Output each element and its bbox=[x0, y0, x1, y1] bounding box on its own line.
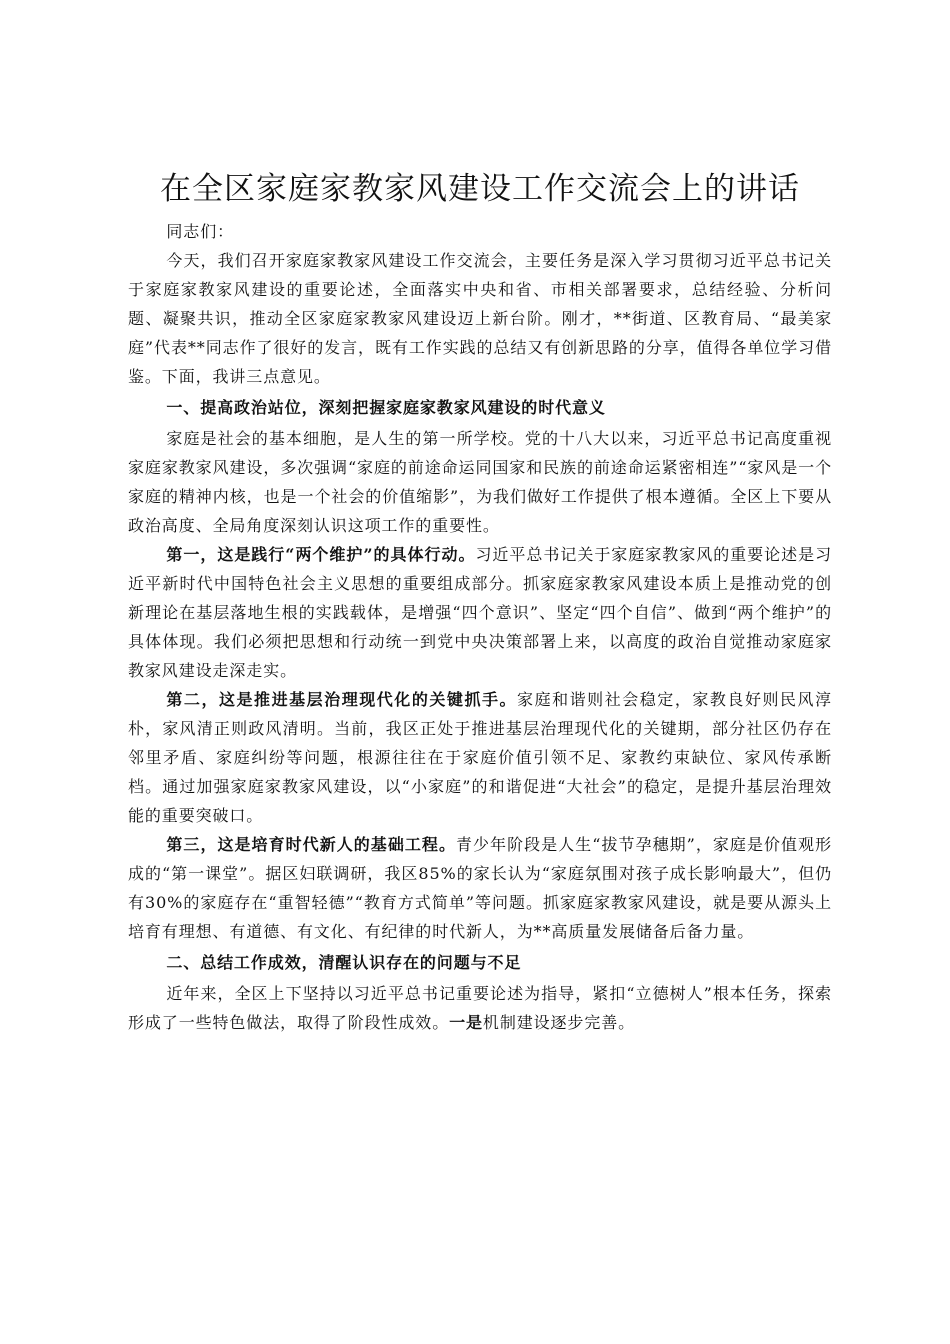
point-3-paragraph bbox=[128, 830, 832, 946]
section-1-paragraph: 家庭是社会的基本细胞，是人生的第一所学校。党的十八大以来，习近平总书记高度重视家庭家教家风建设，多次强调“家庭的前途命运同国家和民族的前途命运紧密相连”“家风是一个家庭的精神内核，也是一个社会的价值缩影”，为我们做好工作提供了根本遵循。全区上下要从政治高度、全局角度深刻认识这项工作的重要性。 bbox=[128, 429, 832, 535]
point-2-paragraph bbox=[128, 685, 832, 830]
section-2-heading: 二、总结工作成效，清醒认识存在的问题与不足 bbox=[166, 953, 522, 972]
section-2-paragraph bbox=[128, 979, 832, 1037]
document-title: 在全区家庭家教家风建设工作交流会上的讲话 bbox=[160, 171, 800, 207]
section-2-body: 近年来，全区上下坚持以习近平总书记重要论述为指导，紧扣“立德树人”根本任务，探索形成了一些特色做法，取得了阶段性成效。 bbox=[128, 984, 832, 1032]
point-3-body: 青少年阶段是人生“拔节孕穗期”，家庭是价值观形成的“第一课堂”。据区妇联调研，我区85%的家长认为“家庭氛围对孩子成长影响最大”，但仍有30%的家庭存在“重智轻德”“教育方式简单”等问题。抓家庭家教家风建设，就是要从源头上培育有理想、有道德、有文化、有纪律的时代新人，为**高质量发展储备后备力量。 bbox=[128, 835, 832, 941]
section-2-tail: 机制建设逐步完善。 bbox=[482, 1013, 636, 1032]
section-2-lead: 一是 bbox=[449, 1013, 483, 1032]
section-1-heading: 一、提高政治站位，深刻把握家庭家教家风建设的时代意义 bbox=[166, 398, 606, 417]
document-page bbox=[128, 165, 832, 1037]
point-2-lead: 第二，这是推进基层治理现代化的关键抓手。 bbox=[166, 690, 518, 709]
point-2-body: 家庭和谐则社会稳定，家教良好则民风淳朴，家风清正则政风清明。当前，我区正处于推进基层治理现代化的关键期，部分社区仍存在邻里矛盾、家庭纠纷等问题，根源往往在于家庭价值引领不足、家教约束缺位、家风传承断档。通过加强家庭家教家风建设，以“小家庭”的和谐促进“大社会”的稳定，是提升基层治理效能的重要突破口。 bbox=[128, 690, 832, 825]
intro-paragraph: 今天，我们召开家庭家教家风建设工作交流会，主要任务是深入学习贯彻习近平总书记关于家庭家教家风建设的重要论述，全面落实中央和省、市相关部署要求，总结经验、分析问题、凝聚共识，推动全区家庭家教家风建设迈上新台阶。刚才，**街道、区教育局、“最美家庭”代表**同志作了很好的发言，既有工作实践的总结又有创新思路的分享，值得各单位学习借鉴。下面，我讲三点意见。 bbox=[128, 251, 832, 386]
greeting: 同志们： bbox=[166, 222, 234, 241]
point-1-paragraph bbox=[128, 540, 832, 685]
point-3-lead: 第三，这是培育时代新人的基础工程。 bbox=[166, 835, 456, 854]
point-1-lead: 第一，这是践行“两个维护”的具体行动。 bbox=[166, 545, 476, 564]
point-1-body: 习近平总书记关于家庭家教家风的重要论述是习近平新时代中国特色社会主义思想的重要组成部分。抓家庭家教家风建设本质上是推动党的创新理论在基层落地生根的实践载体，是增强“四个意识”、坚定“四个自信”、做到“两个维护”的具体体现。我们必须把思想和行动统一到党中央决策部署上来，以高度的政治自觉推动家庭家教家风建设走深走实。 bbox=[128, 545, 832, 680]
